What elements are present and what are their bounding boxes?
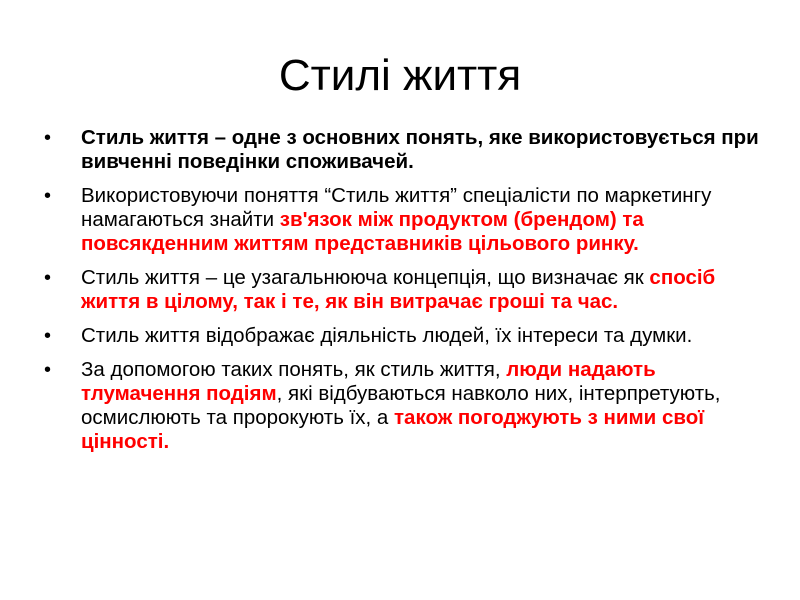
bullet-text: Стиль життя – це узагальнююча концепція, що визначає як (81, 266, 650, 289)
bullet-marker: • (44, 325, 52, 347)
bullet-marker: • (44, 359, 52, 381)
bullet-highlight: зв'язок між продуктом (брендом) та повсякденним життям представників цільового ринку. (81, 208, 644, 255)
bullet-highlight: також погоджують з ними свої цінності. (81, 406, 704, 453)
bullet-marker: • (44, 185, 52, 207)
bullet-text: Стиль життя відображає діяльність людей, їх інтереси та думки. (81, 324, 693, 347)
bullet-marker: • (44, 267, 52, 289)
bullet-item-1 (44, 126, 764, 174)
bullet-item-3 (44, 266, 764, 314)
bullet-list (44, 126, 764, 464)
bullet-text: Стиль життя – одне з основних понять, яке використовується при вивченні поведінки споживачей. (81, 126, 759, 173)
bullet-marker: • (44, 127, 52, 149)
bullet-item-5 (44, 358, 764, 454)
bullet-text: За допомогою таких понять, як стиль життя, (81, 358, 507, 381)
bullet-text: Використовуючи поняття “Стиль життя” спеціалісти по маркетингу намагаються знайти (81, 184, 712, 231)
bullet-item-4 (44, 324, 764, 348)
bullet-text: , які відбуваються навколо них, інтерпретують, осмислюють та пророкують їх, а (81, 382, 721, 429)
bullet-item-2 (44, 184, 764, 256)
slide-title: Стилі життя (278, 51, 522, 100)
bullet-highlight: спосіб життя в цілому, так і те, як він витрачає гроші та час. (81, 266, 716, 313)
bullet-highlight: люди надають тлумачення подіям (81, 358, 656, 405)
